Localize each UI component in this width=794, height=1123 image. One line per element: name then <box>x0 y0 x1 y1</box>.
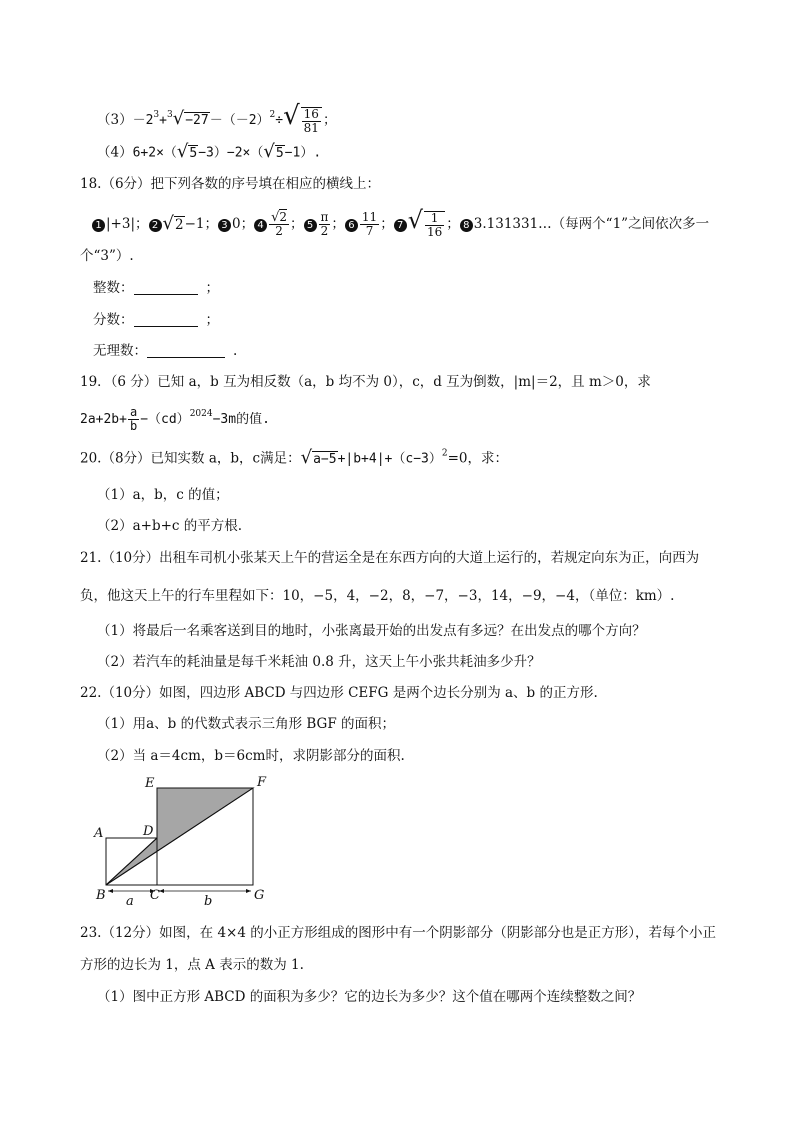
fraction <box>360 211 379 238</box>
label-e: E <box>145 776 155 791</box>
sqrt: √5 <box>176 141 198 162</box>
text-part: 20.（8分）已知实数 a，b，c满足： <box>80 450 301 467</box>
q20-sub2: （2）a+b+c 的平方根. <box>97 518 243 534</box>
numerator: 16 <box>303 106 319 121</box>
numerator: 2 <box>279 209 288 224</box>
expr-part: −1）. <box>284 145 322 161</box>
q23-line2: 方形的边长为 1，点 A 表示的数为 1. <box>80 957 304 973</box>
fraction <box>424 211 445 239</box>
q18-header: 18.（6分）把下列各数的序号填在相应的横线上： <box>80 176 381 192</box>
exponent: 2 <box>269 109 276 120</box>
q17-item4 <box>97 142 321 164</box>
fraction <box>128 406 139 433</box>
q18-continuation: 个“3”）. <box>80 248 134 264</box>
q21-sub2: （2）若汽车的耗油量是每千米耗油 0.8 升，这天上午小张共耗油多少升？ <box>97 654 541 670</box>
sqrt-fraction: √ $\frac{16}{81}$ <box>283 106 323 135</box>
exponent: 2024 <box>189 409 213 419</box>
punct: ； <box>331 215 345 232</box>
integers-blank[interactable] <box>134 280 198 295</box>
q21-line2: 负，他这天上午的行车里程如下：10，−5，4，−2，8，−7，−3，14，−9，−4，（单位：km）. <box>80 588 675 604</box>
fraction <box>319 211 331 238</box>
numerator: π <box>320 209 329 224</box>
q22-figure <box>90 773 280 908</box>
punct: ； <box>205 280 219 296</box>
q22-sub2: （2）当 a＝4cm，b＝6cm时，求阴影部分的面积. <box>97 748 405 764</box>
cube-root: √−27 <box>172 108 209 130</box>
number-item: 0； <box>231 215 255 232</box>
q22-line1: 22.（10分）如图，四边形 ABCD 与四边形 CEFG 是两个边长分别为 a、b 的正方形. <box>80 685 598 701</box>
q21-line1: 21.（10分）出租车司机小张某天上午的营运全是在东西方向的大道上运行的，若规定向东为正，向西为 <box>80 550 700 566</box>
q18-integers-row <box>93 278 219 298</box>
punct: ； <box>322 111 337 128</box>
denominator: b <box>129 419 138 433</box>
q18-fractions-row <box>93 310 219 330</box>
dim-label-a: a <box>126 894 134 908</box>
q18-irrational-row <box>93 341 237 361</box>
number-item: −1； <box>184 215 218 232</box>
q23-line1: 23.（12分）如图，在 4×4 的小正方形组成的图形中有一个阴影部分（阴影部分也是正方形），若每个小正 <box>80 925 716 941</box>
irrational-blank[interactable] <box>147 343 225 358</box>
q20-sub1: （1）a，b，c 的值； <box>97 487 229 503</box>
exponent: 2 <box>441 448 448 459</box>
denominator: 16 <box>426 224 443 239</box>
punct: . <box>233 343 238 359</box>
punct: ； <box>380 215 394 232</box>
sqrt: √2 <box>162 212 184 234</box>
q17-item3 <box>97 101 337 135</box>
line-bd <box>106 838 157 885</box>
circled-number: 6 <box>345 219 358 232</box>
denominator: 7 <box>365 223 374 238</box>
expr-part: +|b+4|+（c−3） <box>337 451 442 467</box>
expr-part: －2 <box>132 112 154 128</box>
expr-part: −3m的值. <box>212 412 270 427</box>
radicand: −27 <box>185 113 209 129</box>
q20-line1 <box>80 448 508 470</box>
expr-part: 2a+2b+ <box>80 412 127 427</box>
plus-sign: + <box>159 112 167 128</box>
label-d: D <box>143 824 154 839</box>
number-item: 3.131331…（每两个“1”之间依次多一 <box>473 215 710 232</box>
integers-label: 整数： <box>93 280 134 296</box>
exponent: 3 <box>153 109 160 120</box>
punct: ； <box>290 215 304 232</box>
circled-number: 5 <box>304 219 317 232</box>
item-label: （4） <box>97 144 133 161</box>
expr-part: －（－2） <box>209 112 270 128</box>
fraction <box>301 107 322 135</box>
punct: ； <box>446 215 460 232</box>
label-b: B <box>96 888 106 903</box>
q19-line1: 19．（6 分）已知 a，b 互为相反数（a，b 均不为 0），c，d 互为倒数，|m|＝2，且 m＞0，求 <box>80 374 651 390</box>
text-part: =0，求： <box>447 450 508 467</box>
q21-sub1: （1）将最后一名乘客送到目的地时，小张离最开始的出发点有多远？在出发点的哪个方向？ <box>97 623 646 639</box>
q22-sub1: （1）用a、b 的代数式表示三角形 BGF 的面积； <box>97 716 395 732</box>
denominator: 2 <box>275 223 283 238</box>
fractions-label: 分数： <box>93 312 134 328</box>
item-label: （3） <box>97 111 133 128</box>
arrow-head <box>108 889 113 893</box>
fraction: $\frac{√2}{2}$ <box>271 209 288 238</box>
punct: ； <box>205 312 219 328</box>
denominator: 81 <box>303 120 319 135</box>
dim-label-b: b <box>204 894 213 908</box>
number-item: |+3|； <box>106 215 149 232</box>
circled-number: 2 <box>149 219 162 232</box>
numerator: 1 <box>425 212 444 226</box>
arrow-head <box>246 889 251 893</box>
q23-sub1: （1）图中正方形 ABCD 的面积为多少？它的边长为多少？这个值在哪两个连续整数之间？ <box>97 989 642 1005</box>
numerator: 11 <box>361 209 378 224</box>
circled-number: 4 <box>254 219 267 232</box>
sqrt-fraction: √ $\frac{1}{16}$ <box>408 210 447 239</box>
circled-number: 8 <box>460 219 473 232</box>
radicand: 5 <box>189 146 198 161</box>
denominator: 2 <box>320 223 329 238</box>
numerator: a <box>129 405 138 419</box>
expr-part: −（cd） <box>140 412 190 427</box>
irrational-label: 无理数： <box>93 343 147 359</box>
expr-part: 6+2×（ <box>132 145 177 161</box>
divide-sign: ÷ <box>275 112 284 128</box>
circled-number: 3 <box>218 219 231 232</box>
fractions-blank[interactable] <box>134 312 198 327</box>
q19-line2 <box>80 406 270 433</box>
sqrt: √5 <box>263 141 284 162</box>
root-index: 3 <box>166 109 173 120</box>
label-c: C <box>150 888 160 903</box>
label-g: G <box>254 888 265 903</box>
circled-number: 7 <box>394 219 407 232</box>
radicand: 5 <box>275 146 284 161</box>
squares-diagram <box>90 773 280 908</box>
radicand: a−5 <box>313 452 337 467</box>
circled-number: 1 <box>92 219 105 232</box>
label-f: F <box>257 775 267 790</box>
radicand: 2 <box>174 216 184 233</box>
q18-numbers <box>92 206 710 239</box>
expr-part: −3）−2×（ <box>198 145 264 161</box>
label-a: A <box>94 826 104 841</box>
sqrt: √a−5 <box>300 447 337 468</box>
